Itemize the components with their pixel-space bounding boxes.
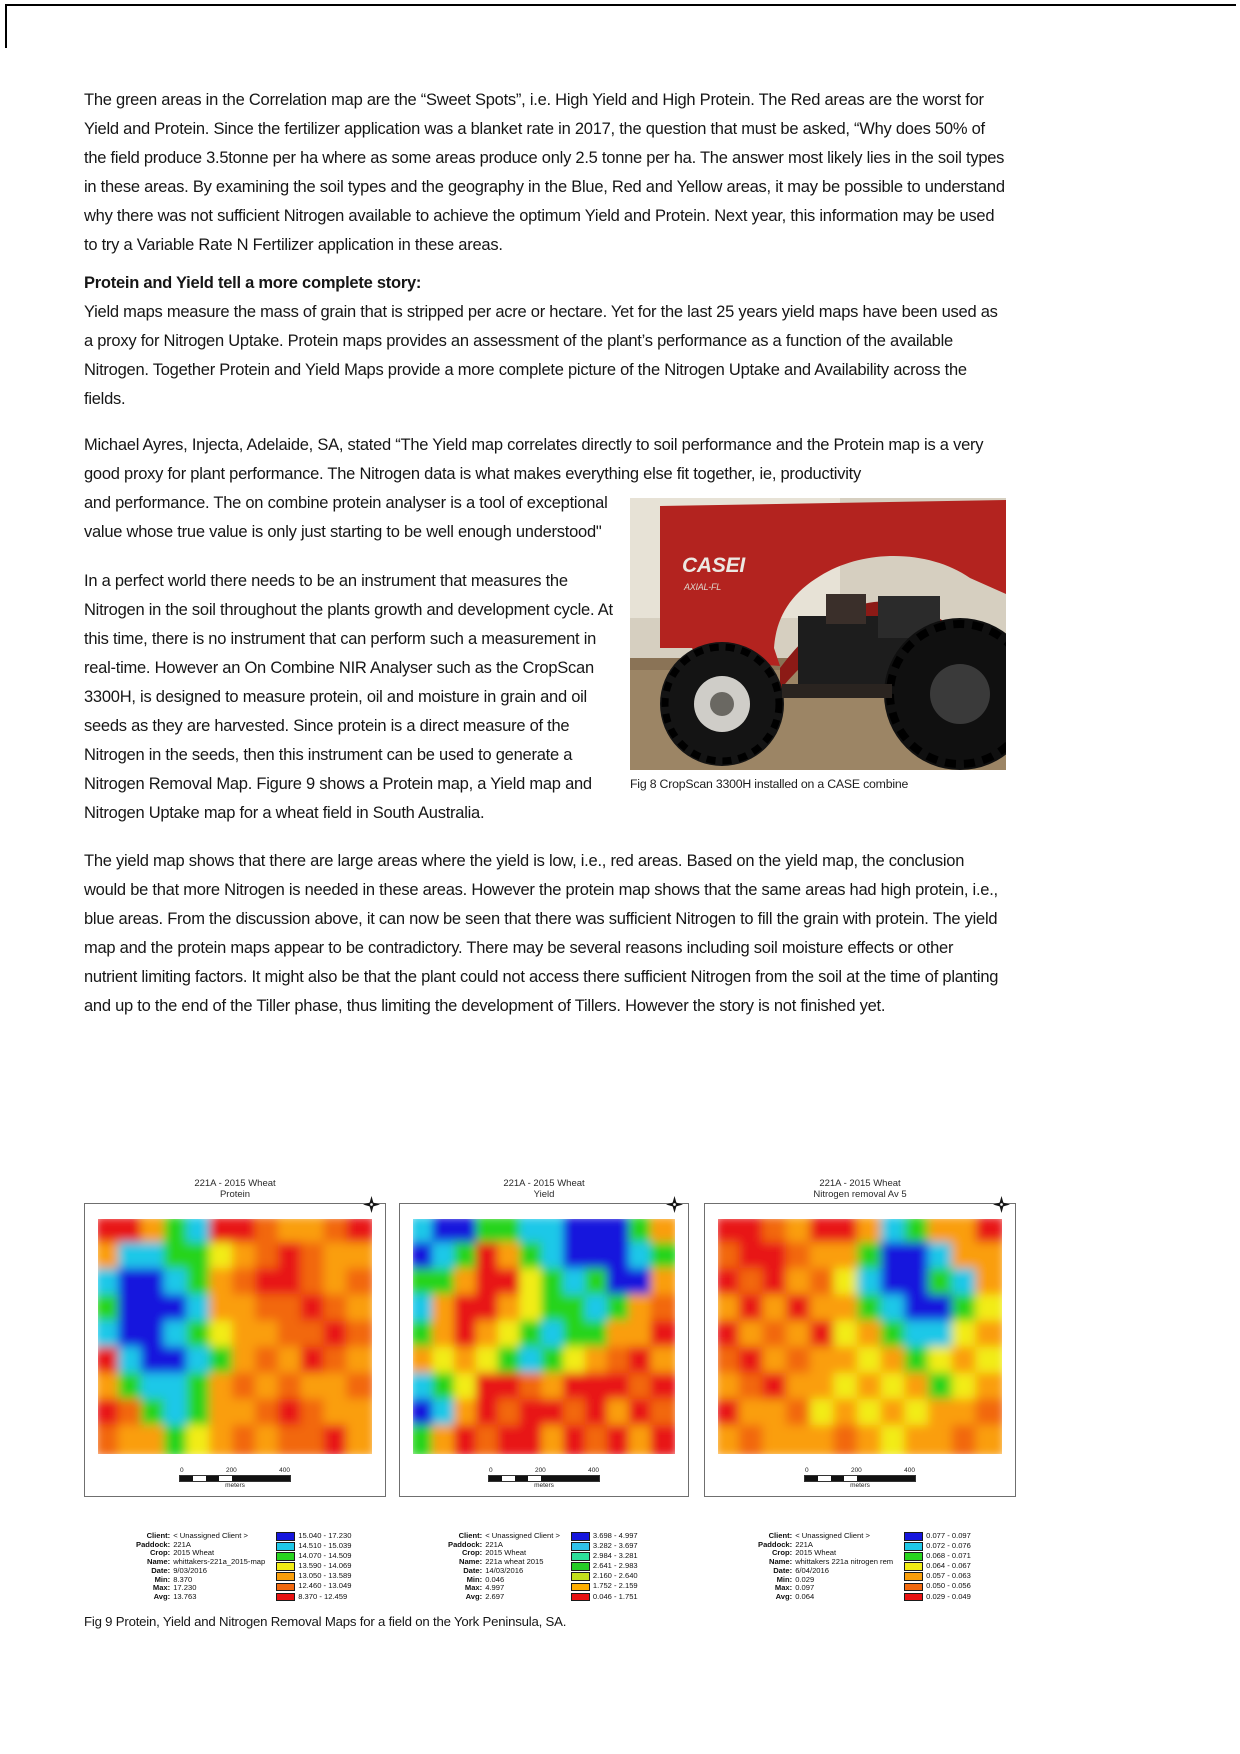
- legend-range: 14.070 - 14.509: [298, 1551, 352, 1561]
- legend-range: 8.370 - 12.459: [298, 1591, 348, 1601]
- map-title-line1: 221A - 2015 Wheat: [819, 1178, 901, 1189]
- scale-label: 0: [805, 1467, 809, 1474]
- map-title-line1: 221A - 2015 Wheat: [503, 1178, 585, 1189]
- map-title-line2: Yield: [533, 1189, 555, 1200]
- legend-info-label: Paddock:: [136, 1539, 171, 1549]
- legend-info-label: Max:: [774, 1583, 793, 1593]
- legend-info-value: < Unassigned Client >: [795, 1531, 870, 1540]
- legend-range: 13.590 - 14.069: [298, 1561, 352, 1571]
- legend-info-label: Name:: [146, 1557, 171, 1567]
- legend-range: 2.160 - 2.640: [592, 1571, 638, 1581]
- legend-info-label: Crop:: [771, 1548, 793, 1558]
- legend-info-value: 13.763: [173, 1591, 197, 1601]
- legend-info-label: Name:: [768, 1557, 793, 1567]
- legend-info: [136, 1532, 265, 1602]
- text-image-wrap-section: [84, 489, 1006, 828]
- legend-info-label: Name:: [458, 1557, 483, 1567]
- scale-strip: [179, 1475, 291, 1482]
- legend-swatch-row: [276, 1572, 351, 1581]
- legend-range: 12.460 - 13.049: [298, 1581, 352, 1591]
- legend-info-label: Min:: [466, 1574, 483, 1584]
- legend-swatch: [904, 1562, 923, 1571]
- paragraph-michael-ayres-rest: and performance. The on combine protein analyser is a tool of exceptional value whose true value is only just starting to be well enough understood": [84, 494, 608, 541]
- legend-swatch: [276, 1552, 295, 1561]
- legend-swatch-row: [276, 1593, 351, 1602]
- legend-info-label: Max:: [464, 1583, 483, 1593]
- legend-info-label: Min:: [776, 1574, 793, 1584]
- legend-info-label: Avg:: [153, 1591, 171, 1601]
- compass-icon: [666, 1196, 683, 1213]
- legend-info-label: Date:: [773, 1565, 793, 1575]
- map-title-yield: [399, 1178, 689, 1200]
- scale-label: 200: [534, 1467, 546, 1474]
- section-heading: Protein and Yield tell a more complete story:: [84, 274, 422, 292]
- legend-swatch: [276, 1572, 295, 1581]
- legend-info-value: 2.697: [485, 1591, 505, 1601]
- compass-icon: [993, 1196, 1010, 1213]
- legend-swatch-row: [904, 1582, 971, 1591]
- legend-range: 15.040 - 17.230: [298, 1531, 352, 1540]
- heatmap-yield: [413, 1219, 675, 1454]
- legend-info-label: Client:: [146, 1531, 171, 1540]
- legend-info-value: 0.046: [485, 1574, 505, 1584]
- map-legend-protein: [136, 1532, 351, 1602]
- scale-label: 200: [225, 1467, 237, 1474]
- legend-info-label: Crop:: [149, 1548, 171, 1558]
- legend-range: 0.050 - 0.056: [926, 1581, 971, 1591]
- legend-range: 2.641 - 2.983: [592, 1561, 638, 1571]
- legend-info-label: Min:: [154, 1574, 171, 1584]
- legend-info-label: Avg:: [465, 1591, 483, 1601]
- legend-info-value: 8.370: [173, 1574, 193, 1584]
- legend-info-value: 0.097: [795, 1583, 815, 1593]
- scale-label: 400: [588, 1467, 599, 1474]
- legend-range: 0.072 - 0.076: [926, 1541, 971, 1551]
- legend-info-value: whittakers-221a_2015-map: [173, 1557, 266, 1567]
- scale-unit: meters: [850, 1481, 870, 1489]
- legend-swatch: [904, 1583, 923, 1592]
- legend-info-label: Crop:: [461, 1548, 483, 1558]
- figure8-caption: Fig 8 CropScan 3300H installed on a CASE combine: [630, 777, 909, 791]
- map-box-yield: [399, 1203, 689, 1497]
- legend-swatch: [571, 1562, 590, 1571]
- legend-swatch: [571, 1542, 590, 1551]
- legend-info: [758, 1532, 893, 1602]
- map-legend-nitrogen: [758, 1532, 971, 1602]
- map-title-protein: [84, 1178, 386, 1200]
- legend-swatch-row: [904, 1572, 971, 1581]
- legend-range: 0.064 - 0.067: [926, 1561, 971, 1571]
- legend-range: 0.046 - 1.751: [592, 1591, 638, 1601]
- scale-unit: meters: [225, 1481, 245, 1489]
- legend-swatch: [571, 1532, 590, 1541]
- paragraph-correlation-map: The green areas in the Correlation map are the “Sweet Spots”, i.e. High Yield and High Protein. The Red areas are the worst for Yield and Protein. Since the fertilizer application was a blanket rate in 2017, the question that must be asked, “Why does 50% of the field produce 3.5tonne per ha where as some areas produce only 2.5 tonne per ha. The answer most likely lies in the soil types in these areas. By examining the soil types and the geography in the Blue, Red and Yellow areas, it may be possible to understand why there was not sufficient Nitrogen available to achieve the optimum Yield and Protein. Next year, this information may be used to try a Variable Rate N Fertilizer application in these areas.: [84, 91, 1005, 254]
- map-box-protein: [84, 1203, 386, 1497]
- map-figure-yield: [399, 1178, 689, 1497]
- legend-swatch-row: [904, 1552, 971, 1561]
- legend-info-value: 221A: [795, 1539, 813, 1549]
- legend-info-value: 14/03/2016: [485, 1565, 524, 1575]
- legend-info-label: Date:: [463, 1565, 483, 1575]
- legend-info-value: whittakers 221a nitrogen rem: [795, 1557, 894, 1567]
- scale-strip: [488, 1475, 600, 1482]
- paragraph-yield-maps: Yield maps measure the mass of grain that is stripped per acre or hectare. Yet for the last 25 years yield maps have been used as a proxy for Nitrogen Uptake. Protein maps provides an assessment of the plant’s performance as a function of the available Nitrogen. Together Protein and Yield Maps provide a more complete picture of the Nitrogen Uptake and Availability across the fields.: [84, 303, 998, 408]
- legend-swatch: [904, 1542, 923, 1551]
- legend-info-value: 0.064: [795, 1591, 815, 1601]
- legend-info-value: 0.029: [795, 1574, 815, 1584]
- legend-swatch-row: [571, 1582, 638, 1591]
- map-scale-bar: [179, 1467, 291, 1489]
- legend-swatch-row: [904, 1593, 971, 1602]
- legend-swatch: [276, 1583, 295, 1592]
- legend-range: 3.282 - 3.697: [592, 1541, 638, 1551]
- compass-icon: [363, 1196, 380, 1213]
- legend-swatch-row: [904, 1532, 971, 1541]
- legend-swatch-row: [276, 1532, 351, 1541]
- legend-info-value: 2015 Wheat: [795, 1548, 837, 1558]
- legend-info-value: 17.230: [173, 1583, 197, 1593]
- paragraph-yield-map-analysis: The yield map shows that there are large areas where the yield is low, i.e., red areas. Based on the yield map, the conclusion would be that more Nitrogen is needed in these areas. However the protein map shows that the same areas had high protein, i.e., blue areas. From the discussion above, it can now be seen that there was sufficient Nitrogen to fill the grain with protein. The yield map and the protein maps appear to be contradictory. There may be several reasons including soil moisture effects or other nutrient limiting factors. It might also be that the plant could not access there sufficient Nitrogen from the soil at the time of planting and up to the end of the Tiller phase, thus limiting the development of Tillers. However the story is not finished yet.: [84, 852, 999, 1015]
- legend-info-value: < Unassigned Client >: [485, 1531, 560, 1540]
- legend-swatch-row: [571, 1542, 638, 1551]
- document-body: [84, 86, 1006, 1021]
- legend-range: 0.029 - 0.049: [926, 1591, 971, 1601]
- legend-info-value: 6/04/2016: [795, 1565, 829, 1575]
- map-box-nitrogen: [704, 1203, 1016, 1497]
- combine-photo-illustration: [630, 498, 1006, 770]
- legend-info-value: 2015 Wheat: [485, 1548, 527, 1558]
- legend-swatch: [571, 1583, 590, 1592]
- legend-swatches: [571, 1532, 638, 1602]
- legend-info-label: Client:: [768, 1531, 793, 1540]
- legend-range: 1.752 - 2.159: [592, 1581, 638, 1591]
- legend-swatch: [571, 1593, 590, 1602]
- legend-range: 0.057 - 0.063: [926, 1571, 971, 1581]
- legend-swatch: [276, 1593, 295, 1602]
- legend-info-value: < Unassigned Client >: [173, 1531, 248, 1540]
- scale-unit: meters: [534, 1481, 554, 1489]
- legend-swatch: [904, 1552, 923, 1561]
- scale-label: 400: [904, 1467, 915, 1474]
- legend-swatch-row: [571, 1532, 638, 1541]
- legend-swatch-row: [276, 1552, 351, 1561]
- map-title-line2: Nitrogen removal Av 5: [813, 1189, 907, 1200]
- combine-brand-text: CASEI: [682, 554, 745, 577]
- scale-strip: [804, 1475, 916, 1482]
- heatmap-nitrogen: [718, 1219, 1002, 1454]
- legend-info-value: 221A: [173, 1539, 191, 1549]
- legend-range: 14.510 - 15.039: [298, 1541, 352, 1551]
- map-title-line1: 221A - 2015 Wheat: [194, 1178, 276, 1189]
- legend-swatch-row: [904, 1562, 971, 1571]
- legend-swatch: [276, 1532, 295, 1541]
- legend-info-label: Max:: [152, 1583, 171, 1593]
- legend-swatch-row: [571, 1593, 638, 1602]
- map-title-nitrogen: [704, 1178, 1016, 1200]
- legend-info-value: 9/03/2016: [173, 1565, 207, 1575]
- legend-swatch-row: [571, 1562, 638, 1571]
- figure9-caption: Fig 9 Protein, Yield and Nitrogen Removal Maps for a field on the York Peninsula, SA.: [84, 1614, 567, 1629]
- legend-swatches: [904, 1532, 971, 1602]
- scale-label: 0: [180, 1467, 184, 1474]
- legend-range: 0.068 - 0.071: [926, 1551, 971, 1561]
- legend-swatch-row: [276, 1562, 351, 1571]
- legend-swatch: [904, 1593, 923, 1602]
- legend-swatches: [276, 1532, 351, 1602]
- legend-range: 13.050 - 13.589: [298, 1571, 352, 1581]
- legend-info-label: Paddock:: [758, 1539, 793, 1549]
- legend-info-label: Avg:: [775, 1591, 793, 1601]
- legend-info-value: 221a wheat 2015: [485, 1557, 544, 1567]
- legend-info-label: Date:: [151, 1565, 171, 1575]
- map-scale-bar: [804, 1467, 916, 1489]
- scale-label: 200: [850, 1467, 862, 1474]
- legend-range: 3.698 - 4.997: [592, 1531, 638, 1540]
- legend-info-value: 4.997: [485, 1583, 505, 1593]
- map-scale-bar: [488, 1467, 600, 1489]
- map-figure-nitrogen: [704, 1178, 1016, 1497]
- legend-swatch: [276, 1562, 295, 1571]
- scale-label: 400: [279, 1467, 290, 1474]
- paragraph-michael-ayres-intro: Michael Ayres, Injecta, Adelaide, SA, stated “The Yield map correlates directly to soil performance and the Protein map is a very good proxy for plant performance. The Nitrogen data is what makes everything else fit together, ie, productivity: [84, 436, 984, 483]
- legend-swatch: [276, 1542, 295, 1551]
- legend-info: [448, 1532, 560, 1602]
- scale-label: 0: [489, 1467, 493, 1474]
- legend-info-label: Paddock:: [448, 1539, 483, 1549]
- legend-swatch: [571, 1572, 590, 1581]
- map-title-line2: Protein: [219, 1189, 251, 1200]
- figure-combine-photo: [630, 498, 1006, 792]
- legend-swatch: [904, 1532, 923, 1541]
- page-border: [5, 4, 1236, 48]
- map-legend-yield: [448, 1532, 638, 1602]
- legend-swatch-row: [571, 1572, 638, 1581]
- legend-range: 0.077 - 0.097: [926, 1531, 971, 1540]
- legend-swatch: [904, 1572, 923, 1581]
- legend-info-value: 2015 Wheat: [173, 1548, 215, 1558]
- legend-swatch-row: [276, 1582, 351, 1591]
- legend-swatch: [571, 1552, 590, 1561]
- legend-info-label: Client:: [458, 1531, 483, 1540]
- legend-swatch-row: [276, 1542, 351, 1551]
- heatmap-protein: [98, 1219, 372, 1454]
- paragraph-perfect-world: In a perfect world there needs to be an instrument that measures the Nitrogen in the soil throughout the plants growth and development cycle. At this time, there is no instrument that can perform such a measurement in real-time. However an On Combine NIR Analyser such as the CropScan 3300H, is designed to measure protein, oil and moisture in grain and oil seeds as they are harvested. Since protein is a direct measure of the Nitrogen in the seeds, then this instrument can be used to generate a Nitrogen Removal Map. Figure 9 shows a Protein map, a Yield map and Nitrogen Uptake map for a wheat field in South Australia.: [84, 572, 613, 822]
- legend-range: 2.984 - 3.281: [592, 1551, 638, 1561]
- legend-swatch-row: [571, 1552, 638, 1561]
- legend-swatch-row: [904, 1542, 971, 1551]
- combine-model-text: AXIAL-FL: [684, 582, 722, 592]
- map-figure-protein: [84, 1178, 386, 1497]
- legend-info-value: 221A: [485, 1539, 503, 1549]
